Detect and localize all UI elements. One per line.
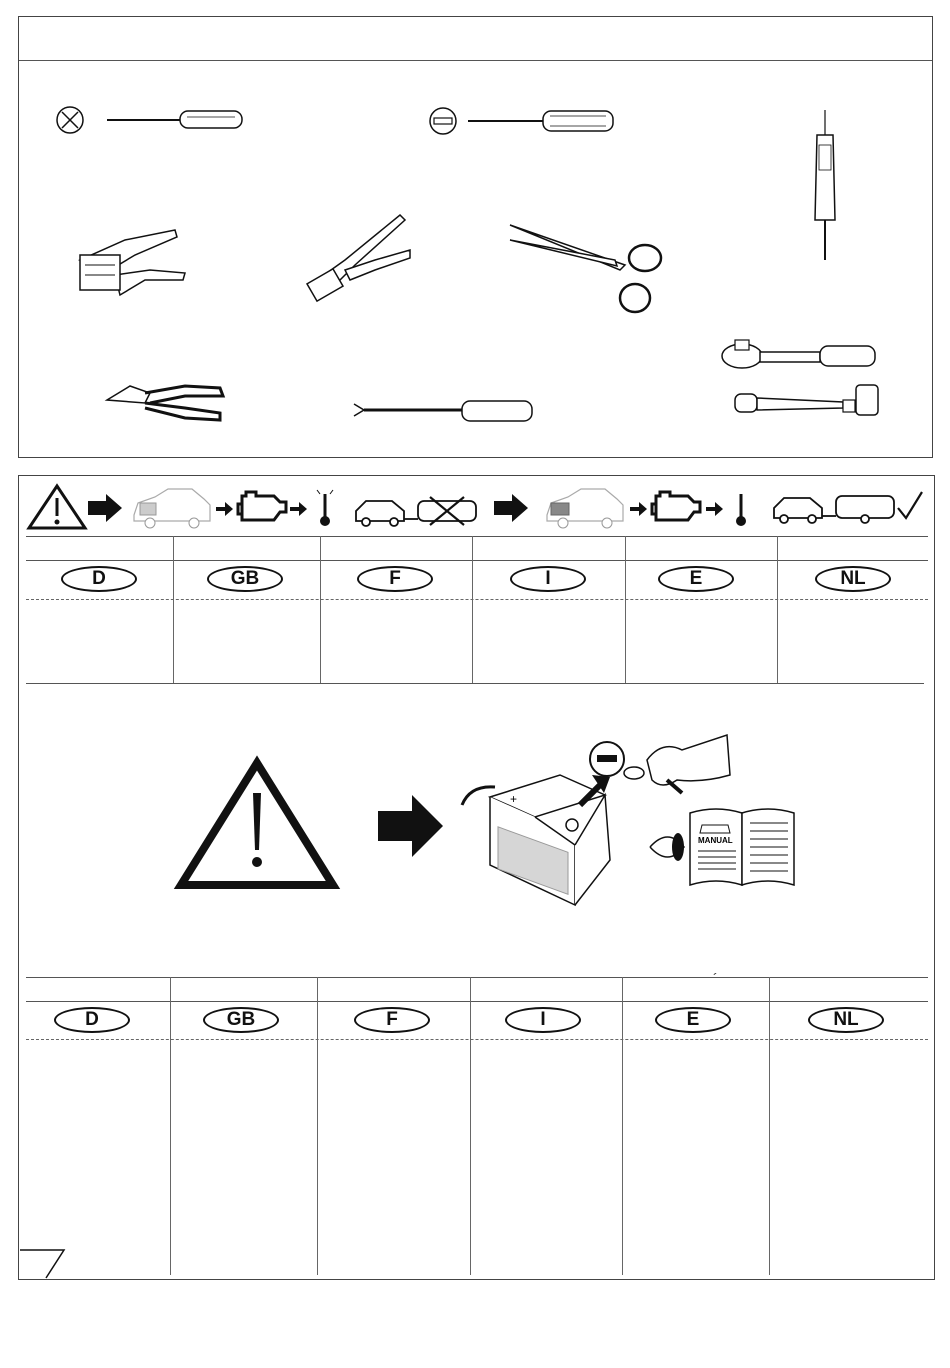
upper-table-header-line	[26, 560, 928, 561]
big-arrow-icon	[378, 795, 444, 857]
lower-col-divider	[622, 977, 623, 1275]
lang-badge-de: D	[54, 1007, 130, 1033]
car-trailer-crossed-icon	[352, 493, 480, 529]
lang-badge-fr: F	[357, 566, 433, 592]
engine-icon	[236, 490, 288, 526]
flat-screwdriver-icon	[428, 100, 628, 140]
lang-badge-nl: NL	[815, 566, 891, 592]
lang-badge-de: D	[61, 566, 137, 592]
upper-col-divider	[173, 536, 174, 683]
arrow-small-icon	[290, 502, 308, 516]
lang-badge-es: E	[658, 566, 734, 592]
arrow-small-icon	[216, 502, 234, 516]
arrow-icon	[494, 494, 529, 522]
lower-col-divider	[317, 977, 318, 1275]
battery-plus-label: +	[510, 792, 518, 806]
large-warning-triangle-icon	[175, 755, 340, 890]
upper-col-divider	[320, 536, 321, 683]
lower-col-divider	[769, 977, 770, 1275]
lang-badge-gb: GB	[207, 566, 283, 592]
engine-icon	[650, 490, 702, 526]
thermometer-icon	[729, 488, 753, 528]
lower-table-dashed-line	[26, 1039, 928, 1040]
upper-table-bottom-line	[26, 683, 924, 684]
lower-col-divider	[170, 977, 171, 1275]
thermometer-icon	[313, 488, 337, 528]
lower-table-top-line	[26, 977, 928, 978]
warning-triangle-icon	[26, 483, 88, 531]
car-icon	[543, 485, 625, 530]
arrow-icon	[88, 494, 123, 522]
car-icon	[130, 485, 212, 530]
lower-table-header-line	[26, 1001, 928, 1002]
upper-table-dashed-line	[26, 599, 928, 600]
manual-label: MANUAL	[698, 836, 733, 845]
upper-col-divider	[777, 536, 778, 683]
lang-badge-gb: GB	[203, 1007, 279, 1033]
ratchet-wrench-icon	[720, 338, 880, 378]
voltage-tester-icon	[805, 110, 845, 270]
lang-badge-nl: NL	[808, 1007, 884, 1033]
hand-icon	[622, 735, 732, 795]
manual-book-icon	[688, 805, 800, 890]
tools-header-divider	[19, 60, 932, 61]
wire-stripper-icon	[75, 225, 195, 300]
phillips-screwdriver-icon	[55, 100, 255, 140]
eye-icon	[648, 825, 688, 870]
lang-badge-it: I	[510, 566, 586, 592]
side-cutter-icon	[105, 378, 230, 423]
car-trailer-check-icon	[770, 488, 925, 526]
page-corner-mark	[18, 1248, 68, 1280]
trim-removal-tool-icon	[352, 396, 537, 426]
lower-col-divider	[470, 977, 471, 1275]
socket-extension-icon	[733, 380, 888, 425]
accent-mark: ´	[713, 970, 718, 986]
lang-badge-es: E	[655, 1007, 731, 1033]
crimping-pliers-icon	[305, 210, 415, 305]
lang-badge-it: I	[505, 1007, 581, 1033]
upper-col-divider	[625, 536, 626, 683]
lang-badge-fr: F	[354, 1007, 430, 1033]
arrow-small-icon	[706, 502, 724, 516]
battery-icon	[460, 765, 635, 915]
upper-table-top-line	[26, 536, 928, 537]
upper-col-divider	[472, 536, 473, 683]
arrow-small-icon	[630, 502, 648, 516]
scissors-icon	[505, 220, 665, 315]
